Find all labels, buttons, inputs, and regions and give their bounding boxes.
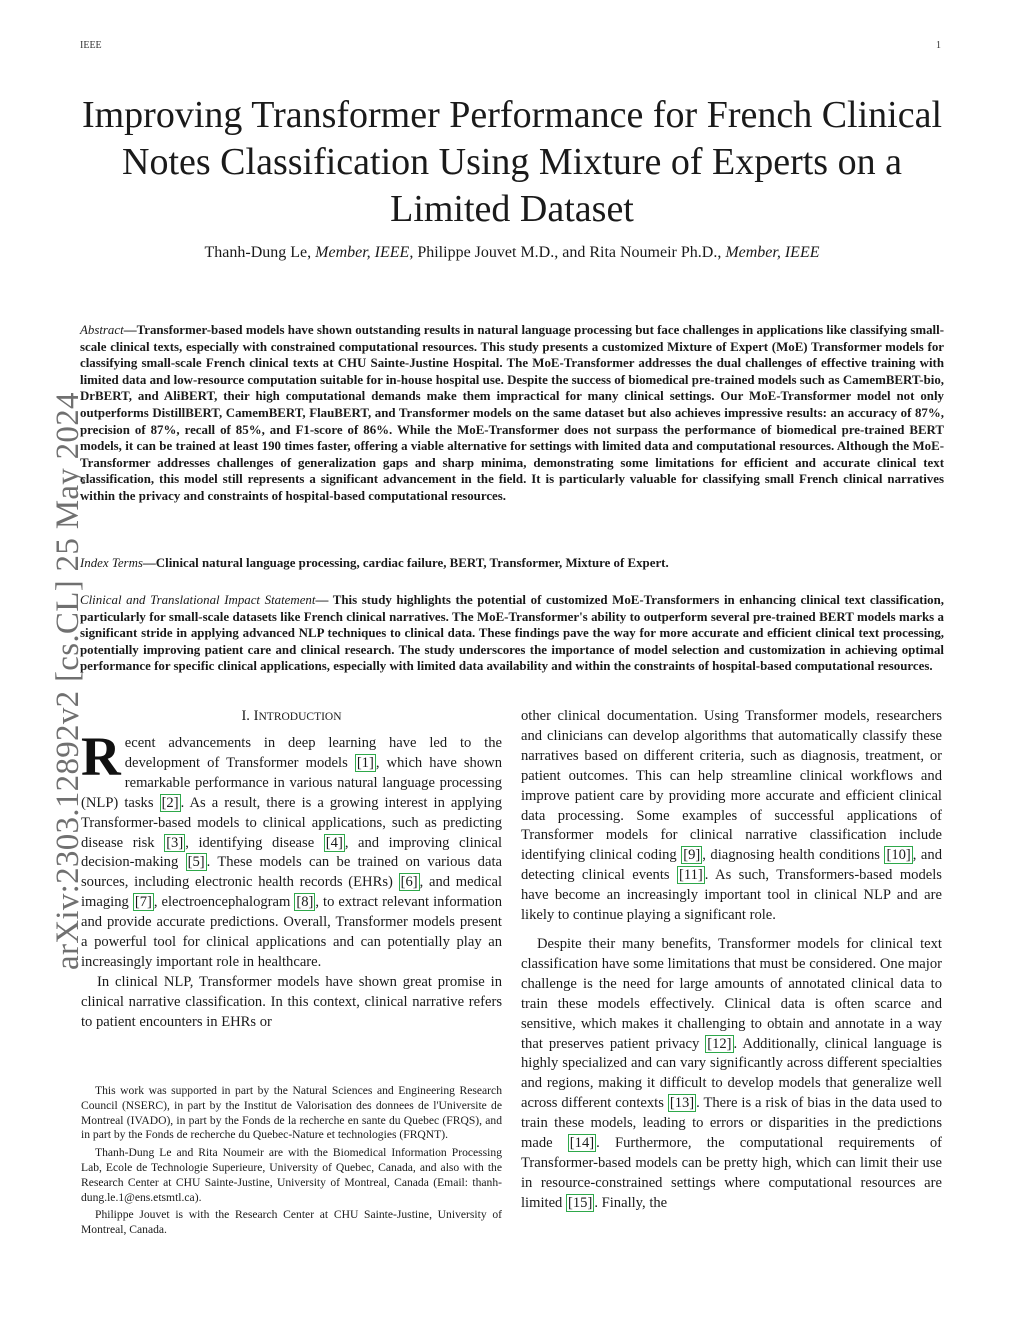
intro-paragraph: In clinical NLP, Transformer models have shown great promise in clinical narrative classification. In this context, clinical narrative refers to patient encounters in EHRs or [81, 973, 502, 1030]
impact-text: — This study highlights the potential of customized MoE-Transformers in enhancing clinical text classification, particularly for small-scale datasets like French clinical narratives. The MoE-Transformer's ability to outperform several pre-trained BERT models marks a significant stride in applying advanced NLP techniques to clinical data. These findings pave the way for more accurate and efficient clinical text processing, potentially improving patient care and clinical research. The study underscores the importance of model selection and customization in achieving optimal performance for specific clinical applications, especially with limited data availability and within the constraints of hospital-based computational resources. [80, 593, 944, 674]
author-name: Thanh-Dung Le, [204, 244, 316, 261]
citation-link[interactable]: [8] [296, 894, 314, 911]
index-terms-text: —Clinical natural language processing, cardiac failure, BERT, Transformer, Mixture of Expert. [142, 556, 669, 570]
citation-link[interactable]: [7] [134, 894, 152, 911]
author-role: Member, IEEE, [315, 244, 414, 261]
citation-link[interactable]: [12] [707, 1035, 732, 1052]
footnote: Thanh-Dung Le and Rita Noumeir are with the Biomedical Information Processing Lab, Ecole de Technologie Superieure, University of Quebec, Canada, and also with the Research Center at CHU Sainte-Justine, University of Montreal, Canada (Email: thanh-dung.le.1@ens.etsmtl.ca). [81, 1146, 502, 1204]
author-line [80, 244, 944, 262]
citation-link[interactable]: [10] [886, 847, 911, 864]
citation-link[interactable]: [9] [683, 847, 701, 864]
author-name: Philippe Jouvet M.D., and Rita Noumeir Ph.D., [413, 244, 726, 261]
left-column [81, 707, 502, 1033]
index-terms-label: Index Terms [80, 556, 143, 570]
citation-link[interactable]: [14] [569, 1135, 595, 1152]
abstract [80, 322, 944, 505]
footnote: Philippe Jouvet is with the Research Center at CHU Sainte-Justine, University of Montreal, Canada. [81, 1208, 502, 1237]
citation-link[interactable]: [15] [568, 1194, 593, 1211]
abstract-text: —Transformer-based models have shown outstanding results in natural language processing but face challenges in applications like classifying small-scale clinical texts, especially with constrained computational resources. This study presents a customized Mixture of Expert (MoE) Transformer models for classifying small-scale French clinical texts at CHU Sainte-Justine Hospital. The MoE-Transformer addresses the dual challenges of effective training with limited data and low-resource computation suitable for in-house hospital use. Despite the success of biomedical pre-trained models such as CamemBERT-bio, DrBERT, and AliBERT, their high computational demands make them impractical for many clinical settings. Our MoE-Transformer model not only outperforms DistillBERT, CamemBERT, FlauBERT, and Transformer models on the same dataset but also achieves impressive results: an accuracy of 87%, precision of 87%, recall of 85%, and F1-score of 86%. While the MoE-Transformer does not surpass the performance of biomedical pre-trained BERT models, it can be trained at least 190 times faster, offering a viable alternative for settings with limited data and computational resources. Although the MoE-Transformer addresses challenges of generalization gaps and sharp minima, demonstrating some limitations for efficient and accurate clinical text classification, this model still represents a significant advancement in the field. It is particularly valuable for classifying small French clinical narratives within the privacy and constraints of hospital-based computational resources. [80, 323, 944, 503]
footnotes [81, 1084, 502, 1241]
citation-link[interactable]: [4] [325, 834, 343, 851]
arxiv-side-stamp: arXiv:2303.12892v2 [cs.CL] 25 May 2024 [50, 392, 86, 970]
citation-link[interactable]: [13] [669, 1095, 695, 1112]
page-number: 1 [936, 40, 941, 51]
paper-title: Improving Transformer Performance for French Clinical Notes Classification Using Mixture of Experts on a Limited Dataset [81, 94, 943, 230]
footnote: This work was supported in part by the Natural Sciences and Engineering Research Council (NSERC), in part by the Institut de Valorisation des donnees de l'Universite de Montreal (IVADO), in part by the Fonds de la recherche en sante du Quebec (FRQS), and in part by the Fonds de recherche du Quebec-Nature et technologies (FRQNT). [81, 1084, 502, 1142]
body-paragraph: Despite their many benefits, Transformer models for clinical text classification have some limitations that must be considered. One major challenge is the need for large amounts of annotated clinical data to train these models effectively. Clinical data is often scarce and sensitive, which makes it challenging to obtain and annotate in a way that preserves patient privacy [12] . Additionally, clinical language is highly specialized and can vary significantly across different specialties and regions, making it difficult to develop models that generalize well across different contexts [13] . There is a risk of bias in the data used to train these models, leading to errors or disparities in the predictions made [14] . Furthermore, the computational requirements of Transformer-based models can be pretty high, which can limit their use in resource-constrained settings where computational resources are limited [15] . Finally, the [521, 935, 942, 1211]
impact-label: Clinical and Translational Impact Statement [80, 593, 316, 607]
abstract-label: Abstract [80, 323, 124, 337]
right-column [521, 707, 942, 1214]
author-role: Member, IEEE [725, 244, 820, 261]
drop-cap: R [81, 726, 121, 787]
index-terms [80, 555, 944, 572]
citation-link[interactable]: [3] [166, 834, 184, 851]
section-heading: I. INTRODUCTION [241, 708, 342, 724]
citation-link[interactable]: [6] [400, 874, 418, 891]
citation-link[interactable]: [5] [187, 854, 205, 871]
body-paragraph: other clinical documentation. Using Transformer models, researchers and clinicians can develop algorithms that automatically classify these narratives based on different criteria, such as diagnosis, treatment, or patient outcomes. This can help streamline clinical workflows and improve patient care by providing more accurate and efficient clinical data processing. Some examples of successful applications of Transformer models for clinical narrative classification include identifying clinical coding [9] , diagnosing health conditions [10] , and detecting clinical events [11] . As such, Transformers-based models have become an increasingly important tool in clinical NLP and are likely to continue playing a significant role. [521, 708, 943, 924]
citation-link[interactable]: [2] [161, 794, 179, 811]
citation-link[interactable]: [11] [678, 867, 703, 884]
running-header: IEEE [80, 40, 102, 51]
impact-statement [80, 592, 944, 675]
citation-link[interactable]: [1] [356, 754, 374, 771]
intro-paragraph: Recent advancements in deep learning have led to the development of Transformer models [1] , which have shown remarkable performance in various natural language processing (NLP) tasks [2] . As a result, there is a growing interest in applying Transformer-based models to clinical applications, such as predicting disease risk [3] , identifying disease [4] , and improving clinical decision-making [5] . These models can be trained on various data sources, including electronic health records (EHRs) [6] , and medical imaging [7] , electroencephalogram [8] , to extract relevant information and provide accurate predictions. Overall, Transformer models present a powerful tool for clinical applications and can potentially play an increasingly important role in healthcare. [81, 726, 503, 970]
